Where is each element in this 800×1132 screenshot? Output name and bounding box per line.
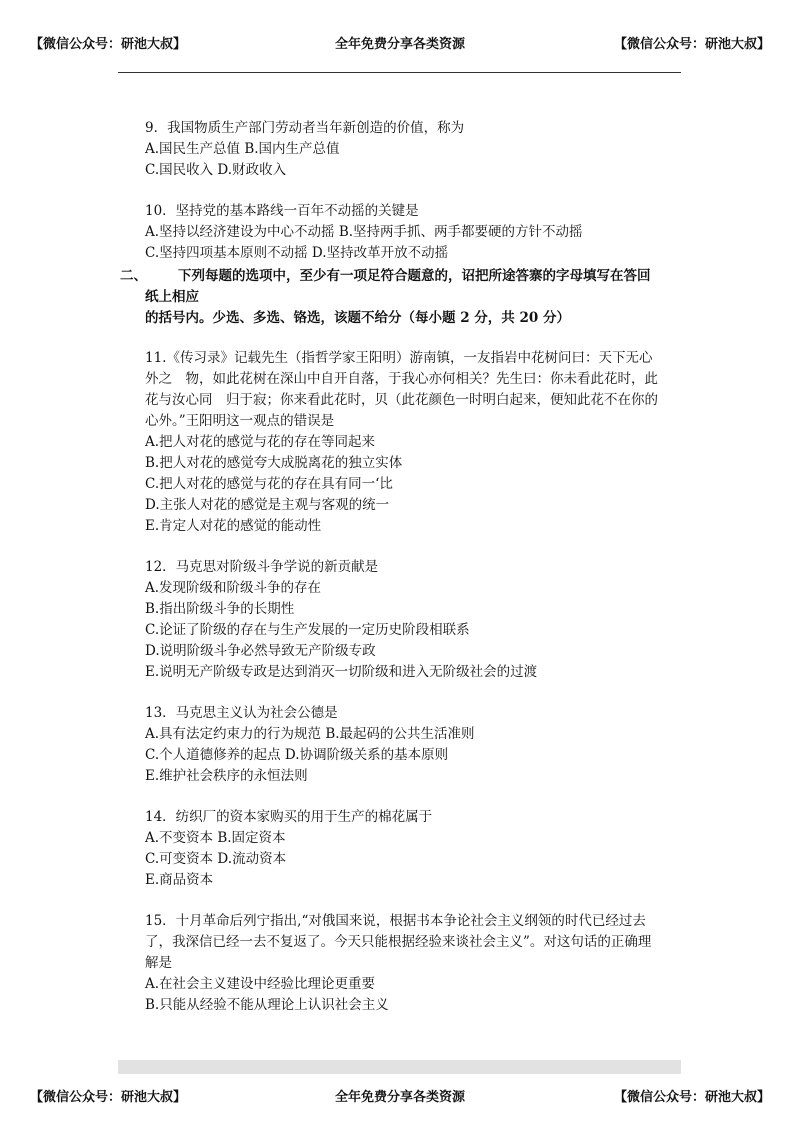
- question-11-option: C.把人对花的感觉与花的存在具有同一‘比: [145, 476, 393, 492]
- header-center-text: 全年免费分享各类资源: [334, 37, 465, 52]
- question-10: [145, 201, 685, 264]
- question-15-stem-line: 解是: [145, 955, 172, 971]
- question-11-stem-line: 外之 物，如此花树在深山中自开自落，于我心亦何相关？先生曰：你未看此花时，此: [145, 371, 658, 387]
- questions-part-2: [145, 348, 685, 1036]
- question-13-option-line: E.维护社会秩序的永恒法则: [145, 768, 308, 784]
- footer-right-text: 【微信公众号：研池大叔】: [613, 1090, 770, 1105]
- question-11-stem-line: 花与汝心同 归于寂；你来看此花时，贝（此花颜色一时明白起来，便知此花不在你的: [145, 392, 658, 408]
- header-rule: [118, 72, 681, 73]
- section-instruction-line: 的括号内。少选、多选、铬选，该题不给分（每小题 2 分，共 20 分）: [145, 310, 570, 326]
- question-9-option-line: A.国民生产总值 B.国内生产总值: [145, 141, 340, 157]
- question-15-stem-line: 15．十月革命后列宁指出,“对俄国来说，根据书本争论社会主义纲领的时代已经过去: [145, 913, 646, 929]
- question-12-option: C.论证了阶级的存在与生产发展的一定历史阶段相联系: [145, 622, 470, 638]
- question-9: [145, 118, 685, 181]
- header-right-text: 【微信公众号：研池大叔】: [613, 37, 770, 52]
- question-15-stem-line: 了，我深信已经一去不复返了。今天只能根据经验来谈社会主义”。对这句话的正确理: [145, 934, 652, 950]
- question-13: [145, 703, 685, 787]
- footer-center-text: 全年免费分享各类资源: [334, 1090, 465, 1105]
- question-12-stem: 12．马克思对阶级斗争学说的新贡献是: [145, 559, 379, 575]
- question-12-option: E.说明无产阶级专政是达到消灭一切阶级和进入无阶级社会的过渡: [145, 664, 538, 680]
- section-instruction-line: 下列每题的选项中，至少有一项足符合题意的，诏把所途答寨的字母填写在答回: [178, 268, 651, 284]
- question-11-stem-line: 心外。”王阳明这一观点的错误是: [145, 413, 335, 429]
- question-14-stem: 14．纺织厂的资本家购买的用于生产的棉花属于: [145, 809, 433, 825]
- questions-part-1: [145, 118, 685, 284]
- question-12-option: A.发现阶级和阶级斗争的存在: [145, 580, 322, 596]
- question-15-option: A.在社会主义建设中经验比理论更重要: [145, 976, 376, 992]
- question-10-option-line: A.坚持以经济建设为中心不动摇 B.坚持两手抓、两手都要硬的方针不动摇: [145, 224, 583, 240]
- question-12: [145, 557, 685, 683]
- question-15: [145, 911, 685, 1016]
- question-11-option: B.把人对花的感觉夸大成脱离花的独立实体: [145, 455, 403, 471]
- section-instruction-line: 纸上相应: [145, 289, 199, 305]
- question-12-option: D.说明阶级斗争必然导致无产阶级专政: [145, 643, 376, 659]
- header-left-text: 【微信公众号：研池大叔】: [30, 37, 187, 52]
- question-14-option-line: A.不变资本 B.固定资本: [145, 830, 286, 846]
- question-9-option-line: C.国民收入 D.财政收入: [145, 162, 287, 178]
- question-15-option: B.只能从经验不能从理论上认识社会主义: [145, 997, 389, 1013]
- question-11-stem-line: 11.《传习录》记载先生（指哲学家王阳明）游南镇，一友指岩中花树问曰：天下无心: [145, 350, 653, 366]
- question-13-stem: 13．马克思主义认为社会公德是: [145, 705, 338, 721]
- question-14-option-line: E.商品资本: [145, 872, 214, 888]
- section-number: 二、: [120, 268, 147, 284]
- question-11-option: E.肯定人对花的感觉的能动性: [145, 518, 322, 534]
- question-14-option-line: C.可变资本 D.流动资本: [145, 851, 287, 867]
- question-14: [145, 807, 685, 891]
- question-13-option-line: C.个人道德修养的起点 D.协调阶级关系的基本原则: [145, 747, 449, 763]
- footer-left-text: 【微信公众号：研池大叔】: [30, 1090, 187, 1105]
- question-12-option: B.指出阶级斗争的长期性: [145, 601, 295, 617]
- question-11: [145, 348, 685, 537]
- question-13-option-line: A.具有法定约束力的行为规范 B.最起码的公共生活准则: [145, 726, 475, 742]
- question-10-option-line: C.坚持四项基本原则不动摇 D.坚持改革开放不动摇: [145, 245, 449, 261]
- page-header: [0, 33, 800, 55]
- question-11-option: D.主张人对花的感觉是主观与客观的统一: [145, 497, 390, 513]
- question-9-stem: 9．我国物质生产部门劳动者当年新创造的价值，称为: [145, 120, 465, 136]
- page-footer: [0, 1086, 800, 1108]
- question-11-option: A.把人对花的感觉与花的存在等同起来: [145, 434, 376, 450]
- footer-band: [118, 1060, 681, 1074]
- question-10-stem: 10．坚持党的基本路线一百年不动摇的关键是: [145, 203, 419, 219]
